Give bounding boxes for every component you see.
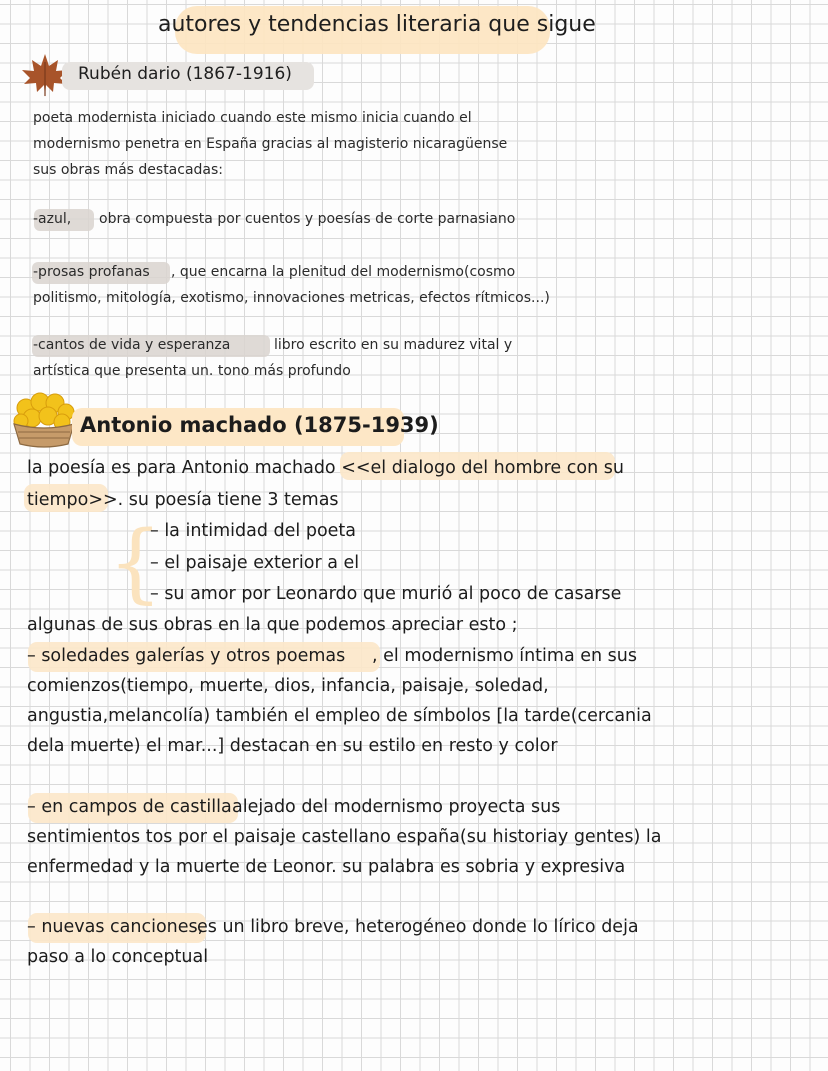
work-label: -prosas profanas bbox=[33, 264, 150, 280]
theme-item: – su amor por Leonardo que murió al poco de casarse bbox=[150, 584, 622, 604]
work-description: artística que presenta un. tono más profundo bbox=[33, 363, 351, 379]
intro-line: tiempo>>. su poesía tiene 3 temas bbox=[27, 490, 339, 510]
theme-item: – la intimidad del poeta bbox=[150, 521, 357, 541]
author-heading-ruben-dario: Rubén dario (1867-1916) bbox=[78, 64, 292, 84]
work-description: politismo, mitología, exotismo, innovaciones metricas, efectos rítmicos...) bbox=[33, 290, 550, 306]
intro-line: modernismo penetra en España gracias al magisterio nicaragüense bbox=[33, 136, 508, 152]
page-title: autores y tendencias literaria que sigue bbox=[158, 12, 596, 37]
work-description: obra compuesta por cuentos y poesías de corte parnasiano bbox=[99, 211, 516, 227]
work-description: , que encarna la plenitud del modernismo(cosmo bbox=[171, 264, 516, 280]
work-description: sentimientos tos por el paisaje castellano españa(su historiay gentes) la bbox=[27, 827, 662, 847]
lemon-basket-icon bbox=[10, 388, 78, 450]
work-description: paso a lo conceptual bbox=[27, 947, 209, 967]
intro-line: sus obras más destacadas: bbox=[33, 162, 224, 178]
author-heading-antonio-machado: Antonio machado (1875-1939) bbox=[80, 413, 439, 437]
brace-decoration: { bbox=[108, 513, 163, 613]
work-label: -azul, bbox=[33, 211, 72, 227]
works-intro: algunas de sus obras en la que podemos apreciar esto ; bbox=[27, 615, 518, 635]
intro-line: la poesía es para Antonio machado <<el dialogo del hombre con su bbox=[27, 458, 624, 478]
work-description: angustia,melancolía) también el empleo de símbolos [la tarde(cercania bbox=[27, 706, 652, 726]
work-label: – nuevas canciones, bbox=[27, 917, 204, 937]
work-description: dela muerte) el mar...] destacan en su estilo en resto y color bbox=[27, 736, 558, 756]
work-description: , el modernismo íntima en sus bbox=[372, 646, 637, 666]
work-description: libro escrito en su madurez vital y bbox=[274, 337, 513, 353]
work-label: – en campos de castilla bbox=[27, 797, 232, 817]
work-description: comienzos(tiempo, muerte, dios, infancia, paisaje, soledad, bbox=[27, 676, 549, 696]
theme-item: – el paisaje exterior a el bbox=[150, 553, 360, 573]
work-description: alejado del modernismo proyecta sus bbox=[232, 797, 561, 817]
work-description: enfermedad y la muerte de Leonor. su palabra es sobria y expresiva bbox=[27, 857, 626, 877]
work-label: -cantos de vida y esperanza bbox=[33, 337, 231, 353]
work-description: es un libro breve, heterogéneo donde lo lírico deja bbox=[197, 917, 639, 937]
work-label: – soledades galerías y otros poemas bbox=[27, 646, 346, 666]
intro-line: poeta modernista iniciado cuando este mismo inicia cuando el bbox=[33, 110, 472, 126]
